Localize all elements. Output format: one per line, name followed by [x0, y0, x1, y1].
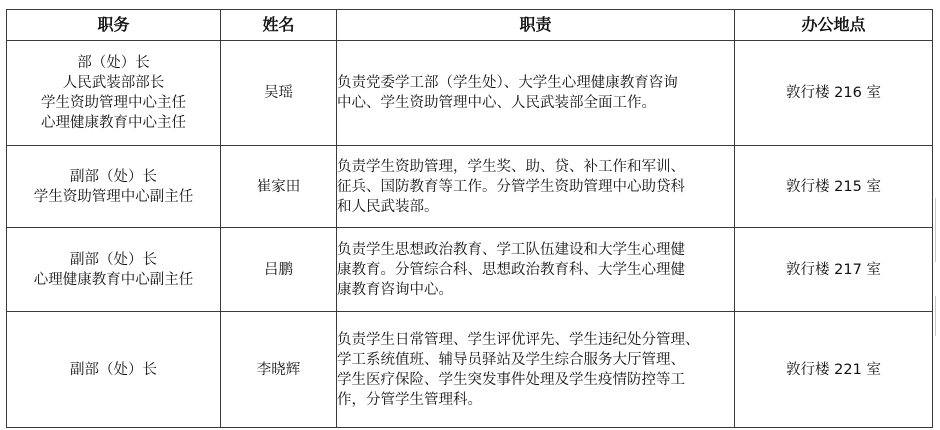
duty-line: 和人民武装部。 [337, 198, 439, 215]
position-line: 学生资助管理中心主任 [41, 95, 186, 111]
name-cell: 李晓辉 [221, 312, 337, 428]
duty-line: 康教育咨询中心。 [337, 281, 453, 298]
duty-line: 中心、学生资助管理中心、人民武装部全面工作。 [337, 95, 656, 111]
table-row [7, 146, 933, 228]
table-row [7, 228, 933, 312]
duty-line: 学生医疗保险、学生突发事件处理及学生疫情防控等工 [337, 371, 685, 388]
position-line: 学生资助管理中心副主任 [33, 188, 194, 205]
header-row [7, 10, 933, 41]
office-cell: 敦行楼 221 室 [735, 312, 933, 428]
duty-line: 康教育。分管综合科、思想政治教育科、大学生心理健 [337, 261, 685, 278]
duties-cell [337, 146, 735, 228]
position-line: 副部（处）长 [70, 251, 157, 268]
header-position: 职务 [7, 10, 221, 41]
edge-divider [935, 296, 936, 336]
table-row [7, 312, 933, 428]
position-line: 心理健康教育中心副主任 [33, 271, 194, 288]
header-duties: 职责 [337, 10, 735, 41]
position-cell [7, 146, 221, 228]
edge-divider [935, 198, 936, 262]
table-row [7, 41, 933, 146]
name-cell: 吴瑶 [221, 41, 337, 146]
header-office: 办公地点 [735, 10, 933, 41]
duties-cell [337, 41, 735, 146]
name-cell: 吕鹏 [221, 228, 337, 312]
position-line: 部（处）长 [77, 55, 150, 71]
position-line: 副部（处）长 [70, 361, 157, 378]
office-cell: 敦行楼 217 室 [735, 228, 933, 312]
position-line: 心理健康教育中心主任 [41, 115, 186, 131]
duty-line: 负责党委学工部（学生处）、大学生心理健康教育咨询 [337, 75, 678, 91]
name-cell: 崔家田 [221, 146, 337, 228]
office-cell: 敦行楼 216 室 [735, 41, 933, 146]
header-name: 姓名 [221, 10, 337, 41]
position-cell [7, 41, 221, 146]
staff-duty-table [6, 9, 933, 428]
position-line: 副部（处）长 [70, 168, 157, 185]
duty-line: 负责学生资助管理，学生奖、助、贷、补工作和军训、 [337, 158, 685, 175]
duty-line: 征兵、国防教育等工作。分管学生资助管理中心助贷科 [337, 178, 685, 195]
position-cell [7, 312, 221, 428]
duty-line: 负责学生日常管理、学生评优评先、学生违纪处分管理、 [337, 331, 700, 348]
position-line: 人民武装部部长 [62, 75, 165, 91]
duty-line: 负责学生思想政治教育、学工队伍建设和大学生心理健 [337, 241, 685, 258]
duty-line: 学工系统值班、辅导员驿站及学生综合服务大厅管理、 [337, 351, 685, 368]
office-cell: 敦行楼 215 室 [735, 146, 933, 228]
duties-cell [337, 312, 735, 428]
duties-cell [337, 228, 735, 312]
duty-line: 作，分管学生管理科。 [337, 391, 482, 408]
position-cell [7, 228, 221, 312]
